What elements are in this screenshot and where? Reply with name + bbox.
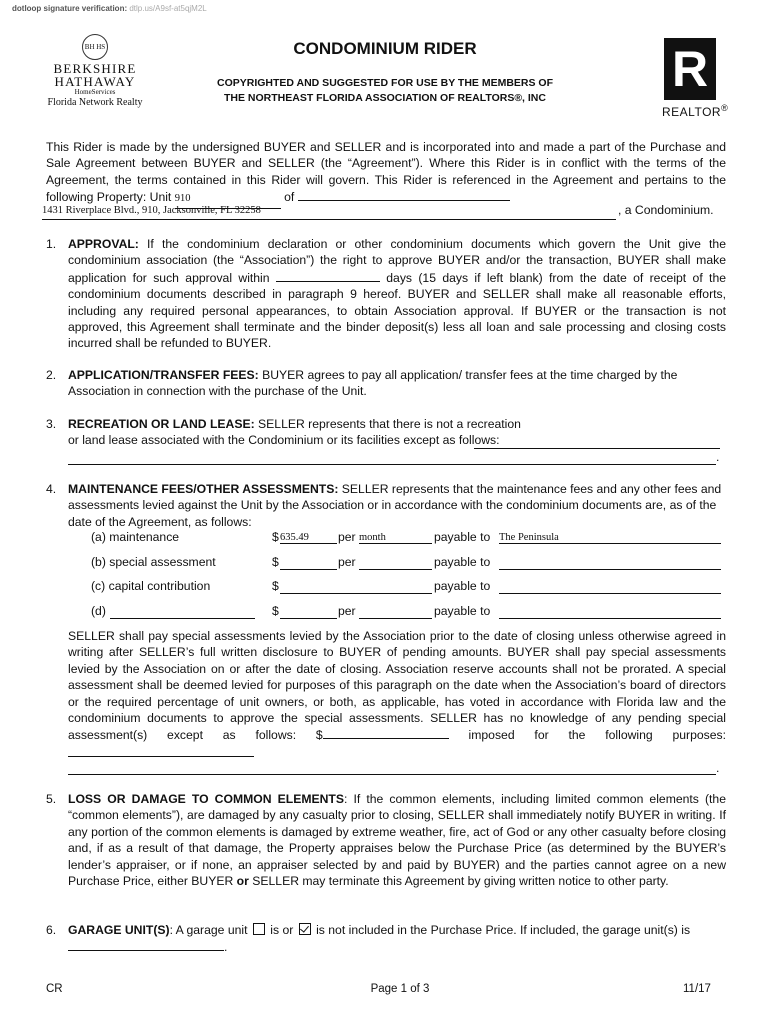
section-number: 4.	[46, 482, 57, 496]
payable-label: payable to	[434, 604, 491, 618]
realtor-word: REALTOR	[662, 105, 722, 119]
fee-period-field[interactable]	[359, 557, 432, 570]
brokerage-name-line1: BERKSHIRE	[53, 61, 137, 76]
section-heading: LOSS OR DAMAGE TO COMMON ELEMENTS	[68, 792, 344, 806]
or-bold: or	[236, 874, 249, 889]
intro-paragraph	[46, 139, 726, 209]
period-mark: .	[224, 940, 228, 955]
recreation-lease-field-1[interactable]	[474, 434, 720, 449]
dollar-sign: $	[272, 579, 279, 593]
fee-amount-field[interactable]: 635.49	[280, 532, 337, 544]
fee-row-maintenance	[91, 530, 731, 548]
special-assessment-paragraph	[68, 628, 726, 761]
section-approval	[46, 236, 726, 351]
section-body	[68, 791, 726, 889]
document-subtitle	[170, 76, 600, 106]
section-body	[68, 481, 726, 530]
fee-amount-field[interactable]	[280, 581, 432, 594]
period-mark: .	[716, 761, 720, 775]
signature-verification	[12, 4, 207, 13]
section-heading: APPROVAL:	[68, 237, 139, 251]
fee-label: (c) capital contribution	[91, 579, 211, 593]
section-number: 5.	[46, 792, 57, 806]
special-assessment-purpose-field-2[interactable]	[68, 760, 716, 775]
dollar-sign: $	[272, 530, 279, 544]
fee-amount-field[interactable]	[280, 557, 337, 570]
footer-revision-date: 11/17	[683, 983, 711, 995]
fee-payee-field[interactable]: The Peninsula	[499, 532, 721, 544]
section-maintenance-fees	[46, 481, 726, 533]
section-heading: APPLICATION/TRANSFER FEES:	[68, 368, 259, 382]
fee-payee-field[interactable]	[499, 557, 721, 570]
garage-is-not-checkbox[interactable]	[299, 923, 311, 935]
verification-label: dotloop signature verification:	[12, 4, 128, 13]
brokerage-seal-icon: BH HS	[82, 34, 108, 60]
section-text: BUYER agrees to pay all application/ transfer fees at the time charged by the Association in connection with the purchase of the Unit.	[68, 368, 678, 399]
fee-period-field[interactable]	[359, 606, 432, 619]
brokerage-name-line3: HomeServices	[74, 88, 116, 96]
property-address-field[interactable]: 1431 Riverplace Blvd., 910, Jacksonville, FL 32258	[42, 203, 616, 220]
section-text-continued: is not included in the Purchase Price. If included, the garage unit(s) is	[316, 923, 691, 937]
approval-days-field[interactable]	[276, 269, 380, 282]
is-or-label: is or	[270, 923, 294, 937]
section-loss-damage	[46, 791, 726, 909]
section-text: If the condominium declaration or other condominium documents which govern the Unit give the condominium association (the “Association”) the right to approve BUYER and/or the transaction, BUYER shall make application for such approval within	[68, 237, 726, 285]
section-text: : If the common elements, including limited common elements (the “common elements”), are damaged by any casualty prior to closing, SELLER shall immediately notify BUYER in writing. If any portion of the common elements is damaged by extreme weather, fire, act of God or any other casualty before closing and, if as a result of that damage, the Property appraises below the Purchase Price (as determined by the BUYER’s lender’s appraiser, or if none, an appraiser selected by and paid by BUYER) and the parties cannot agree on a new Purchase Price, either BUYER	[68, 792, 726, 889]
fee-period-field[interactable]: month	[359, 532, 432, 544]
intro-text: This Rider is made by the undersigned BUYER and SELLER and is incorporated into and made a part of the Purchase and Sale Agreement between BUYER and SELLER (the “Agreement”). Where this Rider is in conflict with the terms of the Agreement, the terms contained in this Rider will govern. This Rider is referenced in the Agreement and pertains to the following Property: Unit	[46, 140, 726, 205]
dollar-sign: $	[272, 604, 279, 618]
realtor-r-icon	[664, 38, 716, 100]
special-assessment-amount-field[interactable]	[323, 726, 449, 739]
realtor-wordmark	[662, 103, 752, 119]
fee-row-other	[91, 604, 731, 622]
footer-form-code: CR	[46, 983, 63, 995]
section-text-end: SELLER may terminate this Agreement by giving written notice to other party.	[252, 874, 669, 889]
fee-label: (a) maintenance	[91, 530, 180, 544]
footer-page-number: Page 1 of 3	[370, 983, 430, 995]
brokerage-name-line4: Florida Network Realty	[47, 97, 143, 108]
realtor-letter: R	[671, 41, 709, 97]
per-label: per	[338, 604, 356, 618]
registered-mark: ®	[721, 103, 729, 113]
per-label: per	[338, 530, 356, 544]
section-body	[68, 367, 726, 400]
fee-amount-field[interactable]	[280, 606, 337, 619]
section-number: 3.	[46, 417, 57, 431]
verification-code-link[interactable]: dtlp.us/A9sf-at5qjM2L	[129, 4, 207, 13]
other-fee-name-field[interactable]	[110, 606, 255, 619]
unit-field[interactable]: 910	[175, 191, 281, 208]
paragraph-text: SELLER shall pay special assessments levied by the Association prior to the date of closing unless otherwise agreed in writing after SELLER’s full written disclosure to BUYER of pending amounts. BUYER shall pay special assessments levied by the Association on or after the date of closing. Association reserve accounts shall not be prorated. A special assessment shall be deemed levied for purposes of this paragraph on the date when the Association’s board of directors or the required percentage of unit owners, or both, as applicable, has voted in accordance with Florida law and the condominium documents to approve the special assessments. SELLER has no knowledge of any pending special assessment(s) except as follows: $	[68, 629, 726, 743]
period-mark: .	[716, 450, 720, 464]
fee-row-special-assessment	[91, 555, 731, 573]
section-text: : A garage unit	[169, 923, 248, 937]
recreation-lease-field-2[interactable]	[68, 450, 716, 465]
fee-label: (d)	[91, 604, 106, 618]
section-number: 1.	[46, 237, 57, 251]
section-text: SELLER represents that there is not a recreation or land lease associated with the Condominium or its facilities except as follows:	[68, 417, 521, 448]
section-body	[68, 416, 528, 449]
section-number: 2.	[46, 368, 57, 382]
section-heading: RECREATION OR LAND LEASE:	[68, 417, 255, 431]
subtitle-line2: THE NORTHEAST FLORIDA ASSOCIATION OF REALTORS®, INC	[224, 92, 546, 104]
brokerage-name-line2: HATHAWAY	[54, 74, 136, 89]
payable-label: payable to	[434, 555, 491, 569]
condo-name-field[interactable]	[298, 188, 510, 201]
per-label: per	[338, 555, 356, 569]
payable-label: payable to	[434, 579, 491, 593]
section-application-fees	[46, 367, 726, 401]
garage-is-checkbox[interactable]	[253, 923, 265, 935]
condominium-suffix: , a Condominium.	[618, 203, 714, 217]
intro-of-label: of	[284, 190, 295, 205]
section-heading: MAINTENANCE FEES/OTHER ASSESSMENTS:	[68, 482, 339, 496]
fee-payee-field[interactable]	[499, 606, 721, 619]
property-row	[42, 202, 726, 220]
special-assessment-purpose-field[interactable]	[68, 744, 254, 757]
section-garage-units	[46, 922, 726, 962]
document-title: CONDOMINIUM RIDER	[293, 39, 477, 58]
subtitle-line1: COPYRIGHTED AND SUGGESTED FOR USE BY THE MEMBERS OF	[216, 77, 554, 89]
paragraph-tail: imposed for the following purposes:	[468, 728, 726, 743]
payable-label: payable to	[434, 530, 491, 544]
fee-row-capital-contribution	[91, 579, 731, 597]
section-text-continued: days (15 days if left blank) from the date of receipt of the condominium documents described in paragraph 9 hereof. BUYER and SELLER shall make all reasonable efforts, including any required personal appearances, to obtain Association approval. If BUYER or the transaction is not approved, this Agreement shall terminate and the binder deposit(s) less all loan and sale processing and closing costs incurred shall be refunded to BUYER.	[68, 270, 726, 351]
garage-unit-field[interactable]	[68, 938, 224, 951]
dollar-sign: $	[272, 555, 279, 569]
section-text: SELLER represents that the maintenance fees and any other fees and assessments levied against the Unit by the Association or in accordance with the condominium documents are, as of the date of the Agreement, as follows:	[68, 482, 722, 529]
brokerage-logo	[30, 34, 160, 109]
realtor-logo	[662, 38, 752, 119]
fee-payee-field[interactable]	[499, 581, 721, 594]
section-number: 6.	[46, 923, 57, 937]
section-body	[68, 922, 726, 956]
fee-label: (b) special assessment	[91, 555, 216, 569]
section-heading: GARAGE UNIT(S)	[68, 923, 170, 937]
section-body	[68, 236, 726, 352]
